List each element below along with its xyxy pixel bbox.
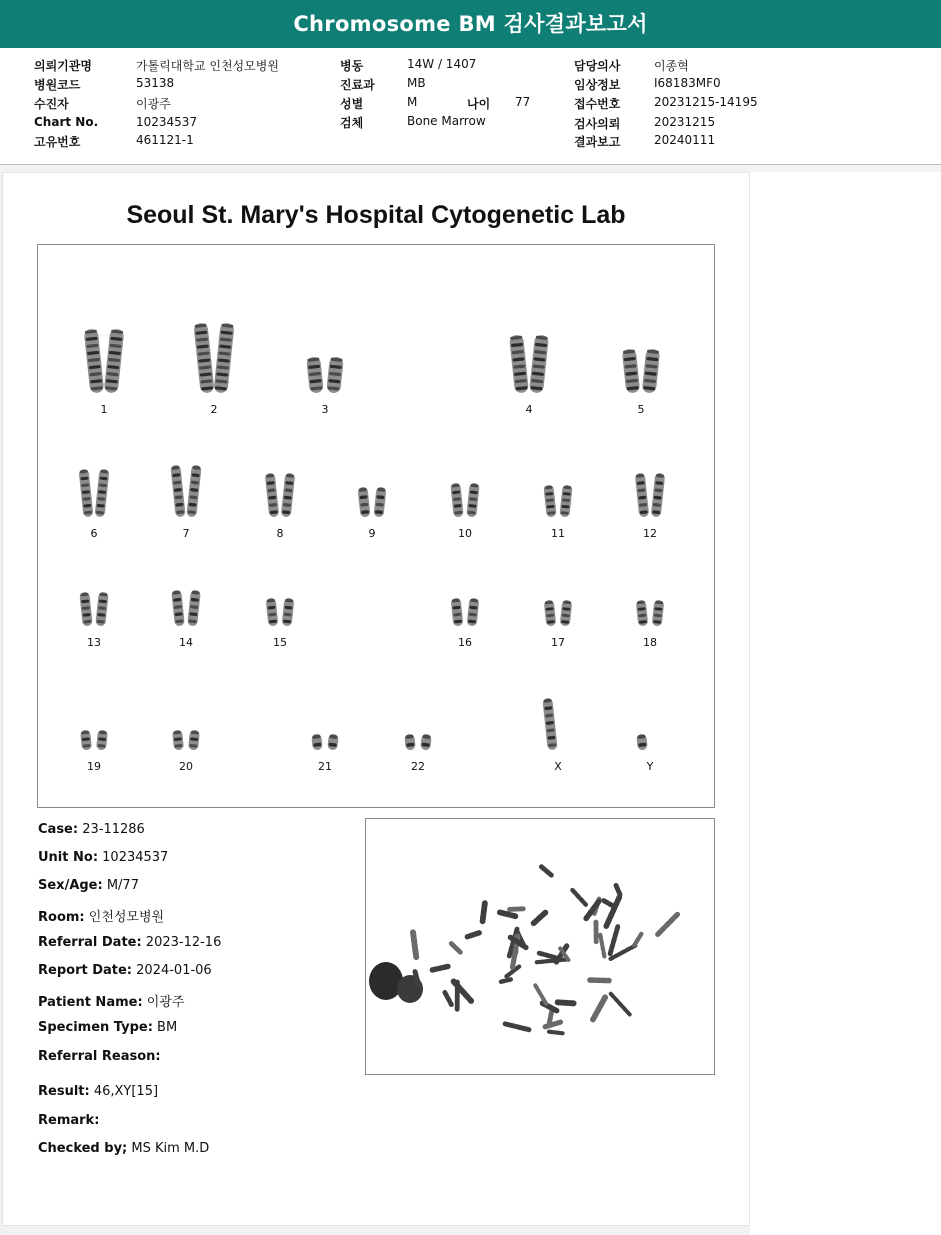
label-chart-no: Chart No.: [34, 115, 99, 129]
metaphase-chromosome: [415, 972, 419, 986]
chromosome-pair-1: [82, 325, 126, 397]
field-patient-name: [38, 991, 184, 1010]
chromosome-pair-16: [443, 594, 487, 630]
metaphase-chromosome: [541, 867, 551, 875]
chromosome-label: 9: [368, 527, 376, 540]
metaphase-chromosomes: [413, 867, 677, 1034]
label-hospital-code: 병원코드: [34, 78, 81, 92]
chromosome-label: 18: [643, 636, 657, 649]
field-label: Case:: [38, 822, 79, 837]
value-department: MB: [407, 76, 426, 90]
metaphase-chromosome: [505, 1024, 529, 1030]
value-chart-no: 10234537: [136, 115, 198, 129]
chromosome-pair-14: [164, 586, 208, 630]
chromosome-label: 16: [458, 636, 472, 649]
label-specimen: 검체: [340, 116, 364, 130]
metaphase-chromosome: [483, 903, 485, 921]
label-unique-id: 고유번호: [34, 135, 81, 149]
value-physician: 이종혁: [654, 59, 689, 73]
field-label: Sex/Age:: [38, 878, 103, 893]
metaphase-image: [365, 818, 715, 1075]
field-referral-reason: [38, 1049, 161, 1064]
value-unique-id: 461121-1: [136, 133, 194, 147]
chromosome-pair-2: [192, 319, 236, 397]
field-value: M/77: [102, 878, 139, 893]
field-value: 46,XY[15]: [89, 1084, 159, 1099]
metaphase-chromosome: [537, 959, 568, 962]
value-request-date: 20231215: [654, 115, 716, 129]
chromosome-pair-7: [164, 461, 208, 521]
interphase-nucleus: [369, 962, 403, 1000]
field-specimen-type: [38, 1020, 177, 1035]
metaphase-chromosome: [657, 914, 677, 935]
chromosome-pair-15: [258, 594, 302, 630]
field-label: Unit No:: [38, 850, 99, 865]
field-label: Room:: [38, 910, 85, 925]
field-value: 2024-01-06: [132, 963, 212, 978]
metaphase-chromosome: [544, 1022, 560, 1027]
metaphase-chromosome: [604, 901, 614, 907]
metaphase-chromosome: [535, 985, 546, 1003]
value-report-date: 20240111: [654, 133, 716, 147]
label-accession-no: 접수번호: [574, 97, 621, 111]
value-requesting-institution: 가톨릭대학교 인천성모병원: [136, 59, 279, 73]
lab-title: Seoul St. Mary's Hospital Cytogenetic Lab: [126, 201, 626, 229]
field-label: Specimen Type:: [38, 1020, 153, 1035]
metaphase-chromosome: [616, 885, 620, 895]
label-clinical-info: 임상정보: [574, 78, 621, 92]
chromosome-pair-4: [507, 331, 551, 397]
field-value: 10234537: [98, 850, 169, 865]
chromosome-pair-18: [628, 596, 672, 630]
chromosome-label: 10: [458, 527, 472, 540]
cytogenetic-report-sheet: [2, 172, 750, 1226]
value-accession-no: 20231215-14195: [654, 95, 758, 109]
field-value: 2023-12-16: [141, 935, 222, 950]
metaphase-chromosome: [445, 992, 452, 1004]
chromosome-label: 8: [276, 527, 284, 540]
label-physician: 담당의사: [574, 59, 621, 73]
metaphase-chromosome: [510, 909, 524, 910]
field-room: [38, 906, 164, 925]
field-case: [38, 822, 145, 837]
report-title: Chromosome BM 검사결과보고서: [0, 0, 941, 48]
chromosome-pair-5: [619, 345, 663, 397]
metaphase-chromosome: [572, 890, 585, 905]
chromosome-label: Y: [646, 760, 654, 773]
value-clinical-info: I68183MF0: [654, 76, 721, 90]
field-value: MS Kim M.D: [127, 1141, 210, 1156]
chromosome-pair-10: [443, 479, 487, 521]
chromosome-pair-17: [536, 596, 580, 630]
value-specimen: Bone Marrow: [407, 114, 486, 128]
value-ward: 14W / 1407: [407, 57, 477, 71]
chromosome-label: 3: [321, 403, 329, 416]
chromosome-label: 5: [637, 403, 645, 416]
field-remark: [38, 1113, 99, 1128]
field-value: 인천성모병원: [84, 910, 165, 925]
chromosome-pair-9: [350, 483, 394, 521]
label-sex: 성별: [340, 97, 364, 111]
chromosome-label: 12: [643, 527, 657, 540]
chromosome-pair-11: [536, 481, 580, 521]
metaphase-chromosome: [413, 932, 416, 957]
metaphase-chromosome: [610, 927, 618, 955]
chromosome-label: 4: [525, 403, 533, 416]
metaphase-chromosome: [499, 979, 510, 982]
chromosome-pair-13: [72, 588, 116, 630]
label-request-date: 검사의뢰: [574, 117, 621, 131]
field-label: Report Date:: [38, 963, 133, 978]
chromosome-pair-19: [72, 726, 116, 754]
chromosome-label: 19: [87, 760, 101, 773]
chromosome-pair-20: [164, 726, 208, 754]
label-requesting-institution: 의뢰기관명: [34, 59, 92, 73]
value-sex: M: [407, 95, 418, 109]
label-department: 진료과: [340, 78, 375, 92]
label-patient: 수진자: [34, 97, 69, 111]
chromosome-pair-8: [258, 469, 302, 521]
chromosome-pair-12: [628, 469, 672, 521]
field-value: BM: [152, 1020, 178, 1035]
value-hospital-code: 53138: [136, 76, 175, 90]
label-ward: 병동: [340, 59, 364, 73]
metaphase-chromosome: [431, 966, 448, 970]
chromosome-label: 17: [551, 636, 565, 649]
metaphase-chromosome: [558, 1002, 575, 1003]
metaphase-spread-picture: [366, 819, 714, 1074]
chromosome-pair-3: [303, 353, 347, 397]
chromosome-pair-22: [396, 730, 440, 754]
chromosome-label: 21: [318, 760, 332, 773]
metaphase-chromosome: [500, 912, 517, 916]
metaphase-chromosome: [534, 913, 546, 924]
field-report-date: [38, 963, 212, 978]
chromosome-label: X: [554, 760, 562, 773]
chromosome-label: 11: [551, 527, 565, 540]
field-sex-age: [38, 878, 139, 893]
chromosome-label: 22: [411, 760, 425, 773]
metaphase-chromosome: [600, 935, 604, 957]
chromosome-label: 2: [210, 403, 218, 416]
chromosome-label: 1: [100, 403, 108, 416]
metaphase-chromosome: [590, 980, 609, 981]
chromosome-pair-6: [72, 465, 116, 521]
label-report-date: 결과보고: [574, 135, 621, 149]
chromosome-label: 15: [273, 636, 287, 649]
metaphase-chromosome: [467, 933, 479, 937]
field-referral-date: [38, 935, 221, 950]
chromosome-label: 13: [87, 636, 101, 649]
label-age: 나이: [467, 97, 491, 111]
chromosome-label: 20: [179, 760, 193, 773]
chromosome-label: 7: [182, 527, 190, 540]
field-unit-no: [38, 850, 168, 865]
chromosome-pair-y: [628, 730, 672, 754]
metaphase-chromosome: [611, 994, 631, 1016]
chromosome-label: 6: [90, 527, 98, 540]
chromosome-pair-x: [536, 694, 580, 754]
metaphase-chromosome: [634, 934, 641, 945]
field-value: 이광주: [142, 995, 185, 1010]
field-label: Referral Date:: [38, 935, 142, 950]
karyotype-panel: [37, 244, 715, 808]
patient-header: [0, 48, 941, 165]
field-checked-by: [38, 1141, 209, 1156]
value-patient: 이광주: [136, 97, 171, 111]
chromosome-pair-21: [303, 730, 347, 754]
metaphase-chromosome: [549, 1032, 563, 1034]
field-label: Referral Reason:: [38, 1049, 161, 1064]
metaphase-chromosome: [593, 997, 605, 1019]
field-value: 23-11286: [78, 822, 145, 837]
metaphase-chromosome: [451, 944, 460, 953]
field-result: [38, 1084, 158, 1099]
right-margin: [750, 172, 941, 1235]
field-label: Patient Name:: [38, 995, 143, 1010]
value-age: 77: [515, 95, 531, 109]
field-label: Checked by;: [38, 1141, 128, 1156]
field-label: Result:: [38, 1084, 90, 1099]
chromosome-label: 14: [179, 636, 193, 649]
field-label: Remark:: [38, 1113, 100, 1128]
